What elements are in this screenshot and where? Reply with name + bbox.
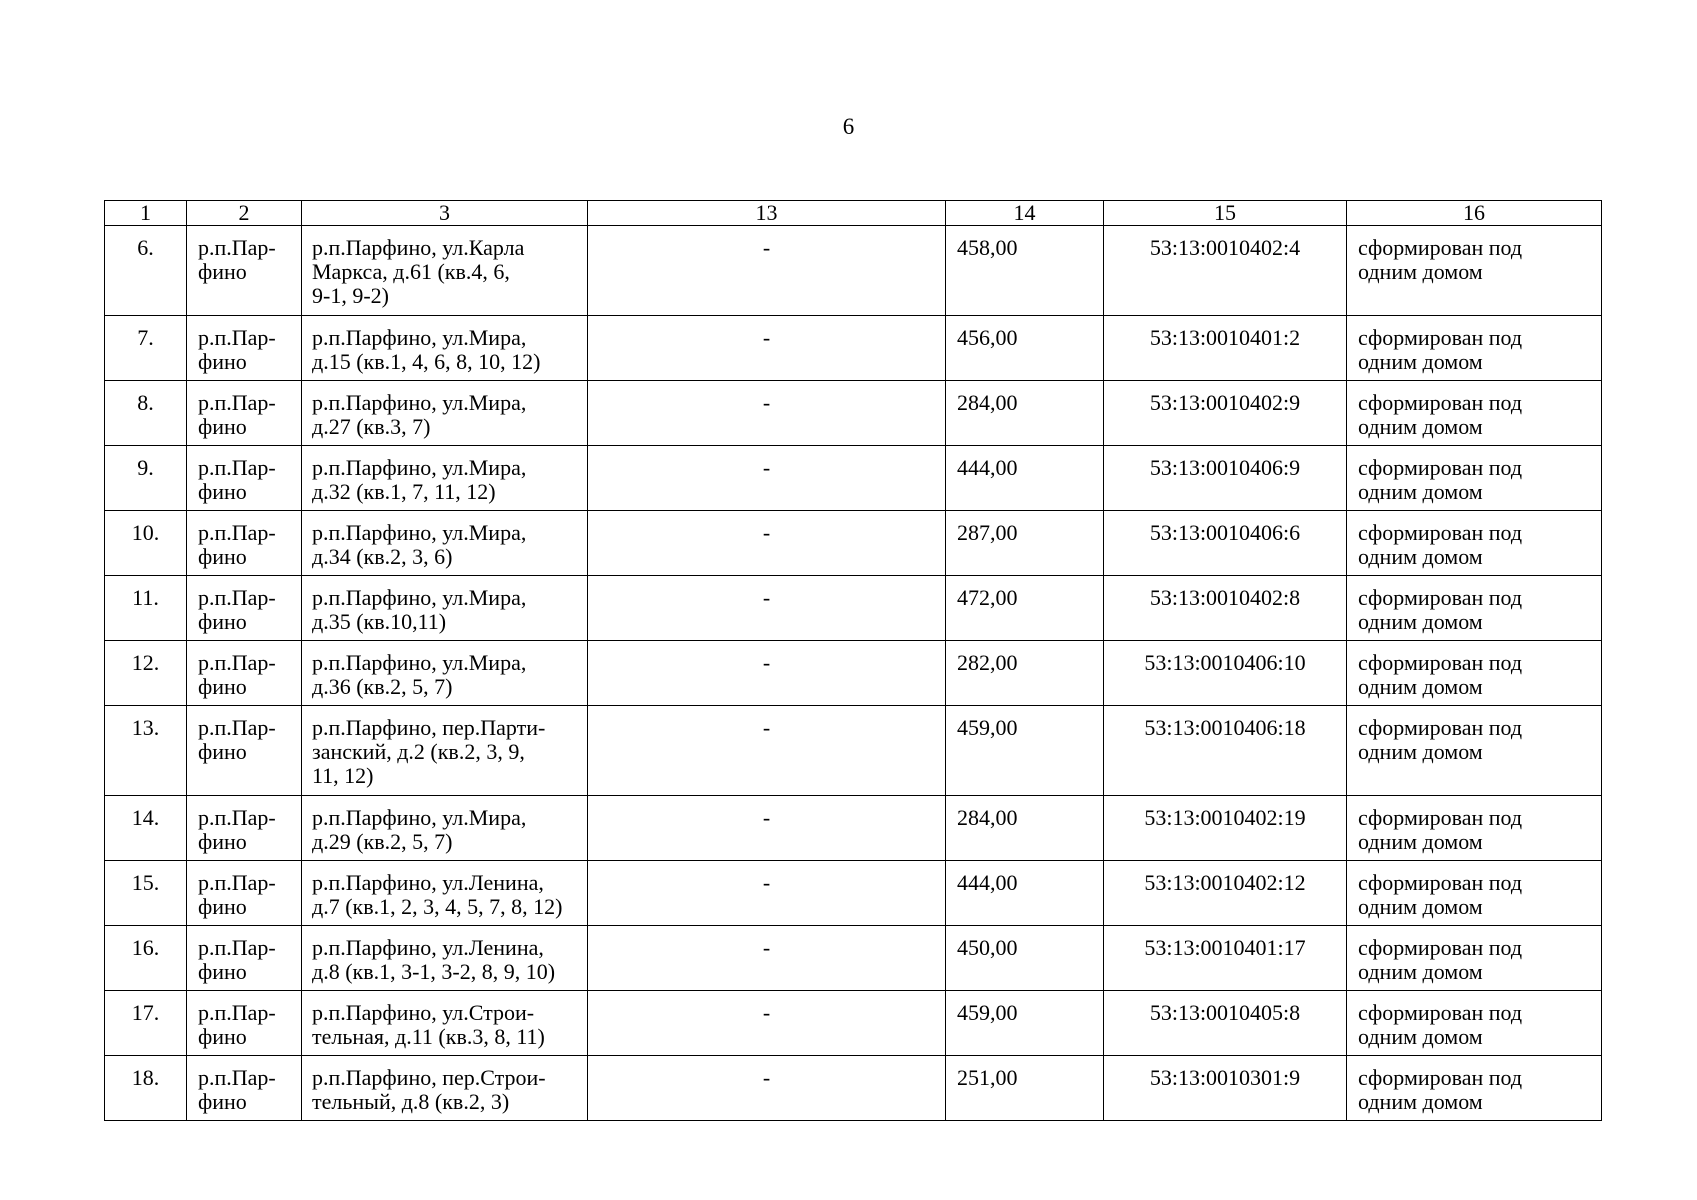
table-row <box>105 991 1602 1056</box>
column-13-cell: - <box>588 576 946 641</box>
address-cell-line: Маркса, д.61 (кв.4, 6, <box>312 259 510 284</box>
note-cell-line: одним домом <box>1358 259 1483 284</box>
locality-cell-line: р.п.Пар- <box>198 235 276 260</box>
locality-cell-line: р.п.Пар- <box>198 870 276 895</box>
column-header: 14 <box>946 201 1104 226</box>
locality-cell-line: р.п.Пар- <box>198 455 276 480</box>
area-cell: 444,00 <box>946 861 1104 926</box>
address-cell <box>302 706 588 796</box>
address-cell-line: р.п.Парфино, ул.Ленина, <box>312 870 544 895</box>
note-cell-line: сформирован под <box>1358 325 1523 350</box>
address-cell-line: 11, 12) <box>312 763 374 788</box>
note-cell <box>1347 926 1602 991</box>
area-cell: 459,00 <box>946 991 1104 1056</box>
locality-cell-line: фино <box>198 739 247 764</box>
area-cell: 459,00 <box>946 706 1104 796</box>
note-cell-line: сформирован под <box>1358 650 1523 675</box>
note-cell-line: одним домом <box>1358 609 1483 634</box>
note-cell <box>1347 796 1602 861</box>
address-cell <box>302 381 588 446</box>
area-cell: 458,00 <box>946 226 1104 316</box>
note-cell-line: одним домом <box>1358 674 1483 699</box>
address-cell-line: р.п.Парфино, ул.Мира, <box>312 520 527 545</box>
area-cell: 444,00 <box>946 446 1104 511</box>
note-cell <box>1347 511 1602 576</box>
note-cell-line: одним домом <box>1358 1024 1483 1049</box>
locality-cell <box>187 226 302 316</box>
address-cell <box>302 446 588 511</box>
cadastral-number-cell: 53:13:0010401:17 <box>1104 926 1347 991</box>
note-cell-line: сформирован под <box>1358 1000 1523 1025</box>
column-13-cell: - <box>588 511 946 576</box>
note-cell-line: сформирован под <box>1358 235 1523 260</box>
note-cell <box>1347 446 1602 511</box>
locality-cell-line: фино <box>198 894 247 919</box>
address-cell-line: р.п.Парфино, ул.Карла <box>312 235 525 260</box>
note-cell-line: одним домом <box>1358 829 1483 854</box>
note-cell <box>1347 641 1602 706</box>
note-cell-line: одним домом <box>1358 414 1483 439</box>
cadastral-number-cell: 53:13:0010402:19 <box>1104 796 1347 861</box>
locality-cell-line: р.п.Пар- <box>198 715 276 740</box>
locality-cell <box>187 926 302 991</box>
address-cell-line: д.32 (кв.1, 7, 11, 12) <box>312 479 496 504</box>
address-cell <box>302 926 588 991</box>
address-cell-line: р.п.Парфино, ул.Мира, <box>312 325 527 350</box>
address-cell-line: тельная, д.11 (кв.3, 8, 11) <box>312 1024 545 1049</box>
cadastral-number-cell: 53:13:0010405:8 <box>1104 991 1347 1056</box>
address-cell-line: 9-1, 9-2) <box>312 283 389 308</box>
locality-cell-line: р.п.Пар- <box>198 390 276 415</box>
table-row <box>105 926 1602 991</box>
locality-cell-line: р.п.Пар- <box>198 935 276 960</box>
table-row <box>105 576 1602 641</box>
cadastral-number-cell: 53:13:0010402:4 <box>1104 226 1347 316</box>
note-cell-line: одним домом <box>1358 349 1483 374</box>
note-cell-line: одним домом <box>1358 894 1483 919</box>
note-cell-line: сформирован под <box>1358 935 1523 960</box>
note-cell-line: одним домом <box>1358 544 1483 569</box>
note-cell-line: одним домом <box>1358 959 1483 984</box>
column-header: 1 <box>105 201 187 226</box>
area-cell: 284,00 <box>946 381 1104 446</box>
note-cell <box>1347 381 1602 446</box>
cadastral-number-cell: 53:13:0010402:12 <box>1104 861 1347 926</box>
locality-cell <box>187 861 302 926</box>
address-cell <box>302 576 588 641</box>
column-header: 15 <box>1104 201 1347 226</box>
table-row <box>105 1056 1602 1121</box>
address-cell-line: р.п.Парфино, пер.Строи- <box>312 1065 546 1090</box>
locality-cell <box>187 381 302 446</box>
locality-cell <box>187 316 302 381</box>
row-number-cell: 7. <box>105 316 187 381</box>
area-cell: 450,00 <box>946 926 1104 991</box>
address-cell-line: р.п.Парфино, ул.Ленина, <box>312 935 544 960</box>
locality-cell-line: фино <box>198 349 247 374</box>
table-row <box>105 796 1602 861</box>
note-cell-line: одним домом <box>1358 479 1483 504</box>
cadastral-number-cell: 53:13:0010406:18 <box>1104 706 1347 796</box>
locality-cell-line: фино <box>198 1024 247 1049</box>
address-cell-line: р.п.Парфино, ул.Мира, <box>312 650 527 675</box>
row-number-cell: 18. <box>105 1056 187 1121</box>
locality-cell-line: фино <box>198 544 247 569</box>
cadastral-number-cell: 53:13:0010401:2 <box>1104 316 1347 381</box>
locality-cell-line: фино <box>198 479 247 504</box>
locality-cell <box>187 641 302 706</box>
locality-cell-line: фино <box>198 259 247 284</box>
table-row <box>105 511 1602 576</box>
cadastral-number-cell: 53:13:0010406:6 <box>1104 511 1347 576</box>
table-header <box>105 201 1602 226</box>
row-number-cell: 9. <box>105 446 187 511</box>
note-cell <box>1347 991 1602 1056</box>
page-number: 6 <box>842 114 855 139</box>
address-cell <box>302 991 588 1056</box>
address-cell-line: р.п.Парфино, ул.Мира, <box>312 390 527 415</box>
locality-cell <box>187 446 302 511</box>
address-cell-line: р.п.Парфино, ул.Мира, <box>312 455 527 480</box>
locality-cell <box>187 991 302 1056</box>
address-cell-line: тельный, д.8 (кв.2, 3) <box>312 1089 510 1114</box>
address-cell <box>302 511 588 576</box>
column-header: 16 <box>1347 201 1602 226</box>
row-number-cell: 15. <box>105 861 187 926</box>
column-header: 13 <box>588 201 946 226</box>
note-cell-line: сформирован под <box>1358 1065 1523 1090</box>
area-cell: 456,00 <box>946 316 1104 381</box>
table-row <box>105 226 1602 316</box>
note-cell <box>1347 861 1602 926</box>
column-13-cell: - <box>588 861 946 926</box>
table-body <box>105 226 1602 1121</box>
locality-cell-line: р.п.Пар- <box>198 650 276 675</box>
column-13-cell: - <box>588 991 946 1056</box>
address-cell-line: р.п.Парфино, пер.Парти- <box>312 715 546 740</box>
locality-cell <box>187 576 302 641</box>
address-cell <box>302 641 588 706</box>
address-cell-line: д.35 (кв.10,11) <box>312 609 447 634</box>
cadastral-number-cell: 53:13:0010406:9 <box>1104 446 1347 511</box>
table-row <box>105 706 1602 796</box>
cadastral-number-cell: 53:13:0010402:9 <box>1104 381 1347 446</box>
row-number-cell: 10. <box>105 511 187 576</box>
column-13-cell: - <box>588 926 946 991</box>
locality-cell-line: р.п.Пар- <box>198 520 276 545</box>
note-cell <box>1347 576 1602 641</box>
note-cell-line: сформирован под <box>1358 715 1523 740</box>
locality-cell <box>187 511 302 576</box>
column-13-cell: - <box>588 796 946 861</box>
cadastral-number-cell: 53:13:0010301:9 <box>1104 1056 1347 1121</box>
table-row <box>105 641 1602 706</box>
locality-cell-line: р.п.Пар- <box>198 585 276 610</box>
row-number-cell: 16. <box>105 926 187 991</box>
table-row <box>105 316 1602 381</box>
row-number-cell: 14. <box>105 796 187 861</box>
locality-cell-line: фино <box>198 829 247 854</box>
address-cell-line: д.15 (кв.1, 4, 6, 8, 10, 12) <box>312 349 541 374</box>
table-row <box>105 861 1602 926</box>
address-cell-line: д.36 (кв.2, 5, 7) <box>312 674 453 699</box>
locality-cell-line: фино <box>198 674 247 699</box>
note-cell-line: сформирован под <box>1358 870 1523 895</box>
locality-cell-line: фино <box>198 959 247 984</box>
area-cell: 287,00 <box>946 511 1104 576</box>
address-cell-line: д.34 (кв.2, 3, 6) <box>312 544 453 569</box>
row-number-cell: 13. <box>105 706 187 796</box>
address-cell-line: р.п.Парфино, ул.Мира, <box>312 585 527 610</box>
row-number-cell: 12. <box>105 641 187 706</box>
note-cell-line: сформирован под <box>1358 520 1523 545</box>
note-cell <box>1347 226 1602 316</box>
note-cell <box>1347 1056 1602 1121</box>
locality-cell <box>187 796 302 861</box>
column-13-cell: - <box>588 706 946 796</box>
table-row <box>105 446 1602 511</box>
cadastral-number-cell: 53:13:0010402:8 <box>1104 576 1347 641</box>
column-header: 2 <box>187 201 302 226</box>
row-number-cell: 11. <box>105 576 187 641</box>
note-cell-line: одним домом <box>1358 1089 1483 1114</box>
address-cell-line: д.8 (кв.1, 3-1, 3-2, 8, 9, 10) <box>312 959 556 984</box>
note-cell <box>1347 316 1602 381</box>
locality-cell-line: р.п.Пар- <box>198 1065 276 1090</box>
address-cell-line: занский, д.2 (кв.2, 3, 9, <box>312 739 525 764</box>
column-13-cell: - <box>588 446 946 511</box>
locality-cell-line: фино <box>198 414 247 439</box>
area-cell: 472,00 <box>946 576 1104 641</box>
note-cell-line: одним домом <box>1358 739 1483 764</box>
row-number-cell: 6. <box>105 226 187 316</box>
locality-cell-line: р.п.Пар- <box>198 325 276 350</box>
area-cell: 282,00 <box>946 641 1104 706</box>
note-cell <box>1347 706 1602 796</box>
address-cell-line: р.п.Парфино, ул.Мира, <box>312 805 527 830</box>
locality-cell <box>187 706 302 796</box>
address-cell-line: д.7 (кв.1, 2, 3, 4, 5, 7, 8, 12) <box>312 894 563 919</box>
note-cell-line: сформирован под <box>1358 585 1523 610</box>
address-cell <box>302 1056 588 1121</box>
locality-cell-line: фино <box>198 609 247 634</box>
column-header: 3 <box>302 201 588 226</box>
cadastral-number-cell: 53:13:0010406:10 <box>1104 641 1347 706</box>
note-cell-line: сформирован под <box>1358 805 1523 830</box>
address-cell <box>302 226 588 316</box>
address-cell-line: р.п.Парфино, ул.Строи- <box>312 1000 535 1025</box>
area-cell: 251,00 <box>946 1056 1104 1121</box>
table-row <box>105 381 1602 446</box>
note-cell-line: сформирован под <box>1358 455 1523 480</box>
address-cell <box>302 861 588 926</box>
address-cell-line: д.27 (кв.3, 7) <box>312 414 431 439</box>
locality-cell-line: фино <box>198 1089 247 1114</box>
locality-cell-line: р.п.Пар- <box>198 1000 276 1025</box>
column-13-cell: - <box>588 226 946 316</box>
note-cell-line: сформирован под <box>1358 390 1523 415</box>
column-13-cell: - <box>588 381 946 446</box>
address-cell <box>302 316 588 381</box>
column-13-cell: - <box>588 641 946 706</box>
row-number-cell: 17. <box>105 991 187 1056</box>
land-plot-table <box>104 200 1602 1121</box>
column-13-cell: - <box>588 1056 946 1121</box>
locality-cell-line: р.п.Пар- <box>198 805 276 830</box>
address-cell <box>302 796 588 861</box>
row-number-cell: 8. <box>105 381 187 446</box>
column-13-cell: - <box>588 316 946 381</box>
address-cell-line: д.29 (кв.2, 5, 7) <box>312 829 453 854</box>
locality-cell <box>187 1056 302 1121</box>
area-cell: 284,00 <box>946 796 1104 861</box>
